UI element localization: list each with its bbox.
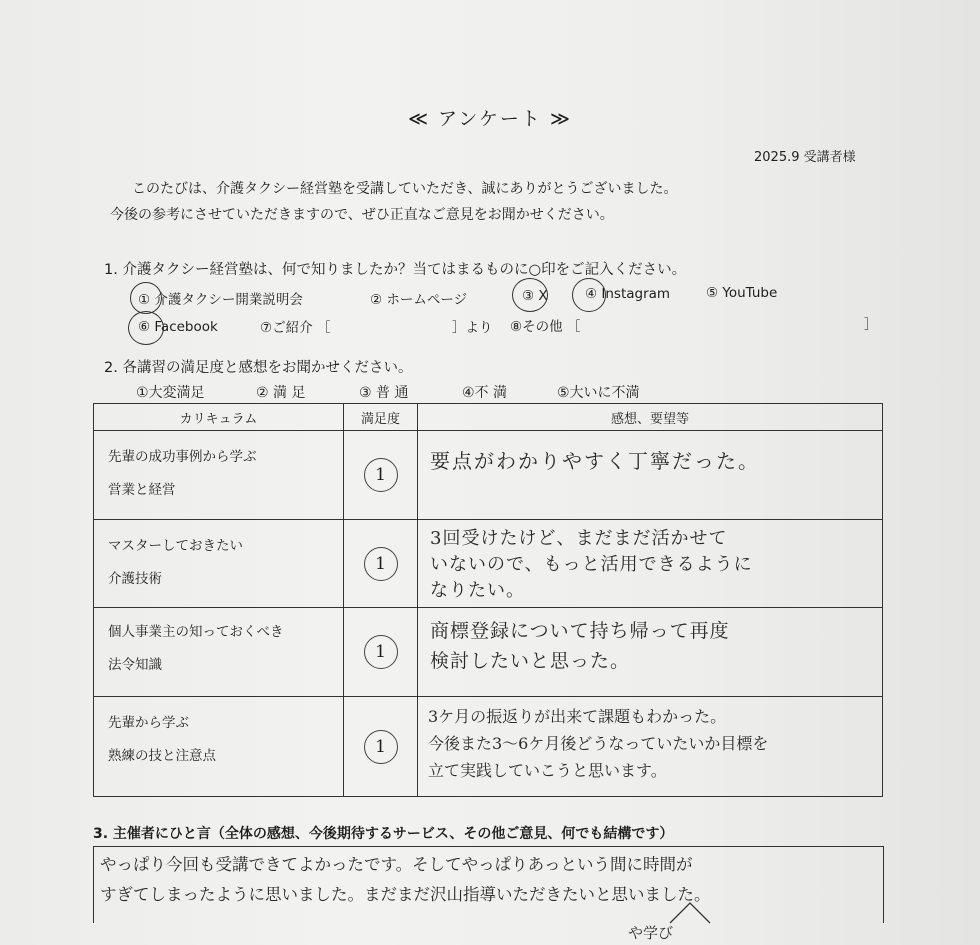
curriculum-line: 先輩の成功事例から学ぶ bbox=[108, 449, 257, 465]
table-row bbox=[94, 431, 883, 520]
scale-2: ② 満 足 bbox=[256, 385, 306, 401]
option-7-suffix: ］より bbox=[452, 320, 493, 336]
curriculum-line: 営業と経営 bbox=[108, 482, 176, 498]
comment-cell[interactable] bbox=[418, 431, 883, 520]
option-1[interactable]: ① 介護タクシー開業説明会 bbox=[138, 292, 303, 308]
comment-line: 今後また3〜6ケ月後どうなっていたいか目標を bbox=[428, 734, 769, 753]
selection-circle-4 bbox=[572, 278, 606, 312]
insertion-text: や学び bbox=[628, 924, 674, 942]
selection-circle-6 bbox=[128, 311, 164, 345]
scale-4: ④不 満 bbox=[462, 385, 508, 401]
rating-cell[interactable] bbox=[344, 431, 418, 520]
comment-line: すぎてしまったように思いました。まだまだ沢山指導いただきたいと思いました。 bbox=[100, 885, 711, 904]
comment-line: 商標登録について持ち帰って再度 bbox=[430, 620, 730, 642]
table-row bbox=[94, 608, 883, 697]
option-8-suffix: ］ bbox=[864, 317, 878, 333]
rating-value: 1 bbox=[364, 547, 398, 581]
column-header-rating: 満足度 bbox=[344, 404, 418, 431]
rating-cell[interactable] bbox=[344, 608, 418, 697]
rating-value: 1 bbox=[364, 730, 398, 764]
comment-line: 3ケ月の振返りが出来て課題もわかった。 bbox=[428, 707, 727, 726]
selection-circle-3 bbox=[512, 278, 548, 312]
rating-value: 1 bbox=[364, 635, 398, 669]
rating-cell[interactable] bbox=[344, 520, 418, 608]
option-8[interactable]: ⑧その他 ［ bbox=[510, 319, 581, 335]
curriculum-line: 法令知識 bbox=[108, 657, 162, 673]
option-5[interactable]: ⑤ YouTube bbox=[706, 285, 778, 301]
question-1: 1. 介護タクシー経営塾は、何で知りましたか？当てはまるものに○印をご記入ください。 bbox=[104, 262, 687, 278]
intro-line-2: 今後の参考にさせていただきますので、ぜひ正直なご意見をお聞かせください。 bbox=[110, 207, 614, 223]
column-header-comment: 感想、要望等 bbox=[418, 404, 883, 431]
scale-1: ①大変満足 bbox=[136, 385, 205, 401]
satisfaction-table bbox=[93, 403, 883, 797]
comment-cell[interactable] bbox=[418, 697, 883, 797]
curriculum-line: 個人事業主の知っておくべき bbox=[108, 624, 284, 640]
curriculum-cell bbox=[94, 697, 344, 797]
rating-cell[interactable] bbox=[344, 697, 418, 797]
curriculum-line: 熟練の技と注意点 bbox=[108, 748, 216, 764]
comment-line: やっぱり今回も受講できてよかったです。そしてやっぱりあっという間に時間が bbox=[100, 855, 693, 874]
question-2: 2. 各講習の満足度と感想をお聞かせください。 bbox=[104, 360, 413, 376]
date-line: 2025.9 受講者様 bbox=[754, 150, 856, 165]
curriculum-line: 介護技術 bbox=[108, 571, 162, 587]
selection-circle-1 bbox=[130, 282, 162, 314]
comment-line: 要点がわかりやすく丁寧だった。 bbox=[430, 449, 760, 473]
comment-line: なりたい。 bbox=[430, 580, 525, 601]
comment-cell[interactable] bbox=[418, 520, 883, 608]
option-7[interactable]: ⑦ご紹介 ［ bbox=[260, 320, 331, 336]
scale-3: ③ 普 通 bbox=[359, 385, 409, 401]
curriculum-line: マスターしておきたい bbox=[108, 538, 243, 554]
page-title: ≪ アンケート ≫ bbox=[408, 108, 572, 130]
option-2[interactable]: ② ホームページ bbox=[370, 292, 468, 308]
question-3: 3. 主催者にひと言（全体の感想、今後期待するサービス、その他ご意見、何でも結構です） bbox=[93, 826, 674, 842]
comment-line: 検討したいと思った。 bbox=[430, 650, 631, 672]
table-row bbox=[94, 520, 883, 608]
option-4[interactable]: ④ Instagram bbox=[585, 286, 671, 302]
curriculum-cell bbox=[94, 608, 344, 697]
option-6[interactable]: ⑥ Facebook bbox=[138, 319, 218, 335]
table-row bbox=[94, 697, 883, 797]
curriculum-cell bbox=[94, 520, 344, 608]
comment-line: 立て実践していこうと思います。 bbox=[428, 761, 667, 780]
intro-line-1: このたびは、介護タクシー経営塾を受講していただき、誠にありがとうございました。 bbox=[132, 181, 678, 197]
table-header-row bbox=[94, 404, 883, 431]
option-3[interactable]: ③ X bbox=[522, 288, 548, 304]
column-header-curriculum: カリキュラム bbox=[94, 404, 344, 431]
comment-box[interactable] bbox=[93, 846, 884, 923]
comment-line: 3回受けたけど、まだまだ活かせて bbox=[430, 528, 728, 549]
curriculum-cell bbox=[94, 431, 344, 520]
rating-value: 1 bbox=[364, 458, 398, 492]
scale-5: ⑤大いに不満 bbox=[557, 385, 640, 401]
comment-line: いないので、もっと活用できるように bbox=[430, 554, 753, 575]
curriculum-line: 先輩から学ぶ bbox=[108, 715, 189, 731]
comment-cell[interactable] bbox=[418, 608, 883, 697]
